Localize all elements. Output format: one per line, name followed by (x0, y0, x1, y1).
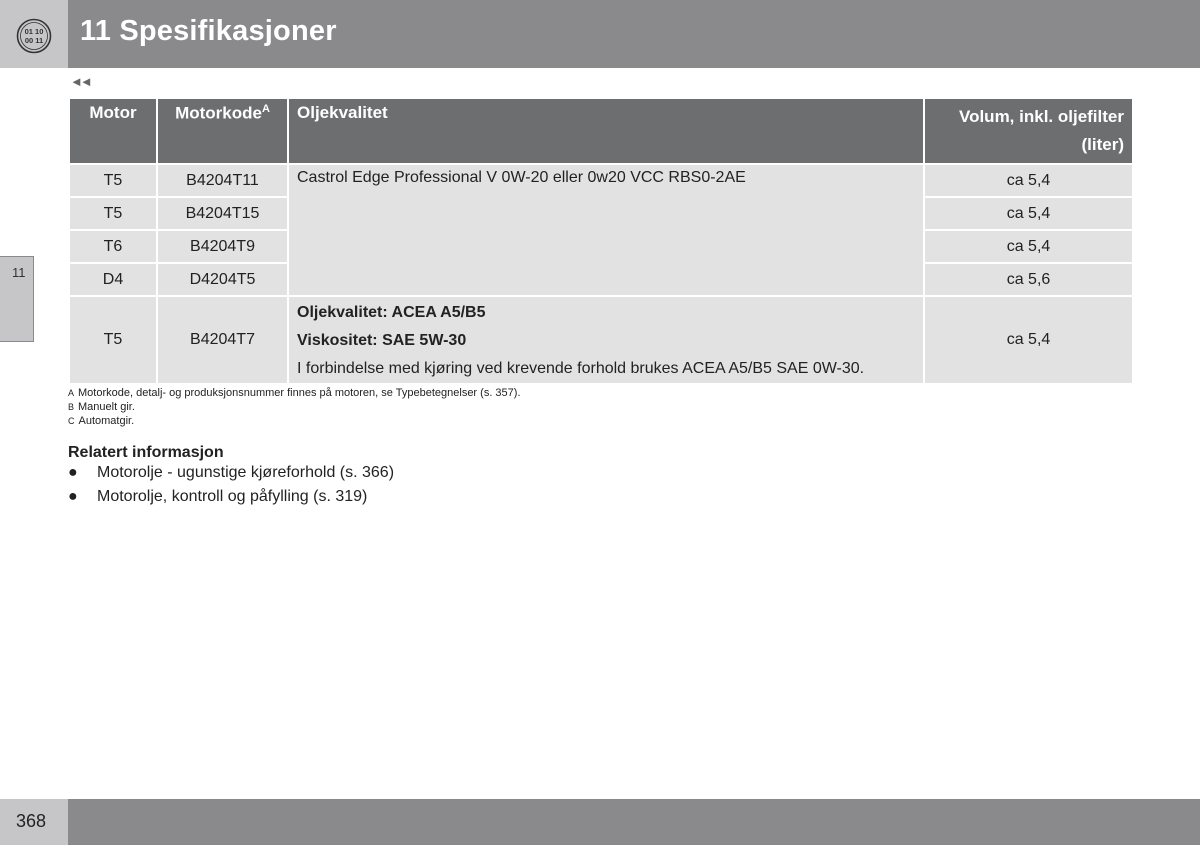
cell-volume: ca 5,4 (924, 230, 1133, 263)
chapter-side-tab[interactable] (0, 256, 34, 342)
bullet-icon: ● (68, 488, 78, 505)
chapter-header (0, 0, 1200, 68)
chapter-icon-box (0, 0, 68, 68)
icon-line-2: 00 11 (24, 36, 44, 45)
footnote-mark: B (68, 402, 75, 412)
bullet-icon: ● (68, 464, 78, 481)
page-number-box (0, 799, 68, 845)
viscosity-line: Viskositet: SAE 5W-30 (297, 331, 467, 349)
related-link-text[interactable]: Motorolje - ugunstige kjøreforhold (s. 366) (97, 464, 395, 481)
cell-volume: ca 5,6 (924, 263, 1133, 296)
table-row (69, 164, 1133, 197)
cell-motorcode: D4204T5 (157, 263, 288, 296)
footnote-a (68, 386, 521, 400)
footnote-mark: C (68, 416, 75, 426)
related-link-item[interactable] (68, 486, 394, 510)
column-header-motor: Motor (69, 98, 157, 164)
related-link-text[interactable]: Motorolje, kontroll og påfylling (s. 319) (97, 488, 368, 505)
cell-volume: ca 5,4 (924, 164, 1133, 197)
cell-motor: T5 (69, 197, 157, 230)
oil-quality-line: Oljekvalitet: ACEA A5/B5 (297, 303, 486, 321)
icon-line-1: 01 10 (24, 27, 44, 36)
footnote-text: Motorkode, detalj- og produksjonsnummer finnes på motoren, se Typebetegnelser (s. 357). (78, 387, 521, 399)
column-header-volume (924, 98, 1133, 164)
related-link-item[interactable] (68, 462, 394, 486)
cell-oil-details (288, 296, 924, 384)
cell-volume: ca 5,4 (924, 197, 1133, 230)
volume-header-line2: (liter) (1081, 135, 1124, 154)
related-info-heading: Relatert informasjon (68, 444, 224, 461)
footnotes (68, 386, 521, 428)
cell-volume: ca 5,4 (924, 296, 1133, 384)
footnote-c (68, 414, 521, 428)
cell-motorcode: B4204T11 (157, 164, 288, 197)
back-navigation-icon[interactable]: ◄◄ (70, 74, 90, 89)
cell-motor: T5 (69, 296, 157, 384)
oil-spec-table (68, 97, 1134, 385)
footnote-ref-a: A (261, 103, 270, 115)
footnote-text: Manuelt gir. (78, 401, 135, 413)
cell-motorcode: B4204T7 (157, 296, 288, 384)
column-header-motorcode (157, 98, 288, 164)
page-title: 11 Spesifikasjoner (80, 15, 337, 47)
cell-motor: D4 (69, 263, 157, 296)
footnote-text: Automatgir. (78, 415, 135, 427)
cell-motor: T5 (69, 164, 157, 197)
chapter-clock-icon (16, 18, 52, 54)
table-header-row (69, 98, 1133, 164)
cell-motor: T6 (69, 230, 157, 263)
related-info-list (68, 462, 394, 510)
column-header-oil-quality: Oljekvalitet (288, 98, 924, 164)
volume-header-line1: Volum, inkl. oljefilter (959, 107, 1124, 126)
cell-oil-shared: Castrol Edge Professional V 0W-20 eller 0w20 VCC RBS0-2AE (288, 164, 924, 296)
footnote-mark: A (68, 388, 75, 398)
footnote-b (68, 400, 521, 414)
cell-motorcode: B4204T15 (157, 197, 288, 230)
side-tab-label: 11 (12, 265, 26, 280)
page-number: 368 (16, 811, 47, 831)
page-footer (0, 799, 1200, 845)
cell-motorcode: B4204T9 (157, 230, 288, 263)
table-row (69, 296, 1133, 384)
motorcode-label: Motorkode (175, 103, 262, 123)
oil-note-line: I forbindelse med kjøring ved krevende forhold brukes ACEA A5/B5 SAE 0W-30. (297, 359, 865, 377)
